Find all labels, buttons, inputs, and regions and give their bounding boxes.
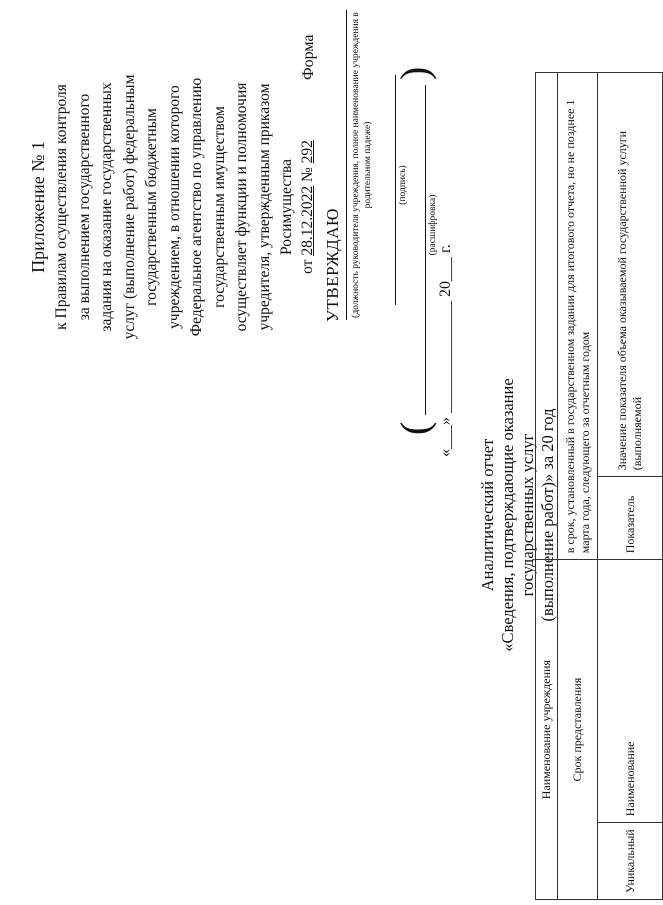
right-bracket: ) [392, 66, 437, 80]
signature-caption: (подпись) [398, 165, 408, 205]
column-header-name: Наименование [598, 560, 663, 823]
decoding-caption: (расшифровка) [428, 194, 438, 256]
number-prefix: № [298, 167, 316, 183]
left-bracket: ( [392, 421, 437, 435]
report-line-1: Аналитический отчет [478, 438, 497, 592]
table-row [536, 73, 558, 900]
deadline-label: Срок представления [558, 560, 598, 900]
appendix-line: учредителя, утвержденным приказом [255, 83, 273, 331]
table-header-row [598, 73, 663, 900]
appendix-line: Росимущества [278, 159, 295, 255]
approve-title: УТВЕРЖДАЮ [323, 207, 342, 323]
date-prefix: от [298, 259, 316, 274]
appendix-line: учреждением, в отношении которого [165, 85, 183, 329]
column-header-indicator: Показатель [598, 477, 663, 560]
appendix-block [28, 7, 317, 407]
info-table [535, 72, 663, 900]
appendix-line: осуществляет функции и полномочия [233, 82, 250, 332]
order-number: 292 [298, 140, 316, 164]
form-label: Форма [300, 34, 317, 80]
institution-name-value[interactable] [536, 73, 558, 560]
decoding-line [425, 85, 426, 415]
order-date: 28.12.2022 [298, 185, 316, 256]
report-line-2: «Сведения, подтверждающие оказание государственных услуг [498, 378, 537, 652]
report-line-3: (выполнение работ)» за 20 год [538, 408, 557, 622]
appendix-line: услуг (выполнение работ) федеральным [120, 74, 138, 340]
appendix-line: государственным бюджетным [143, 108, 160, 306]
appendix-line: Федеральное агентство по управлению [188, 77, 205, 337]
column-header-value: Значение показателя объема оказываемой государственной услуги (выполняемой [598, 73, 663, 477]
position-hint: (должность руководителя учреждения, полное наименование учреждения в родительном падеже) [351, 12, 373, 318]
appendix-title: Приложение № 1 [28, 141, 48, 273]
appendix-line: задания на оказание государственных [98, 82, 115, 332]
signature-line [395, 75, 396, 305]
institution-name-label: Наименование учреждения [536, 560, 558, 900]
position-line [346, 10, 347, 320]
column-header-unique: Уникальный [598, 823, 663, 900]
table-row [558, 73, 598, 900]
appendix-line: государственным имуществом [210, 106, 228, 308]
appendix-line: за выполнением государственного [75, 93, 93, 321]
deadline-value: в срок, установленный в государственном задании для итогового отчета, но не позднее 1 марта года, следующего за отчетным годом [558, 73, 598, 560]
approval-date-line: «___» ______________ 20___ г. [437, 244, 454, 457]
appendix-line: к Правилам осуществления контроля [53, 84, 70, 330]
